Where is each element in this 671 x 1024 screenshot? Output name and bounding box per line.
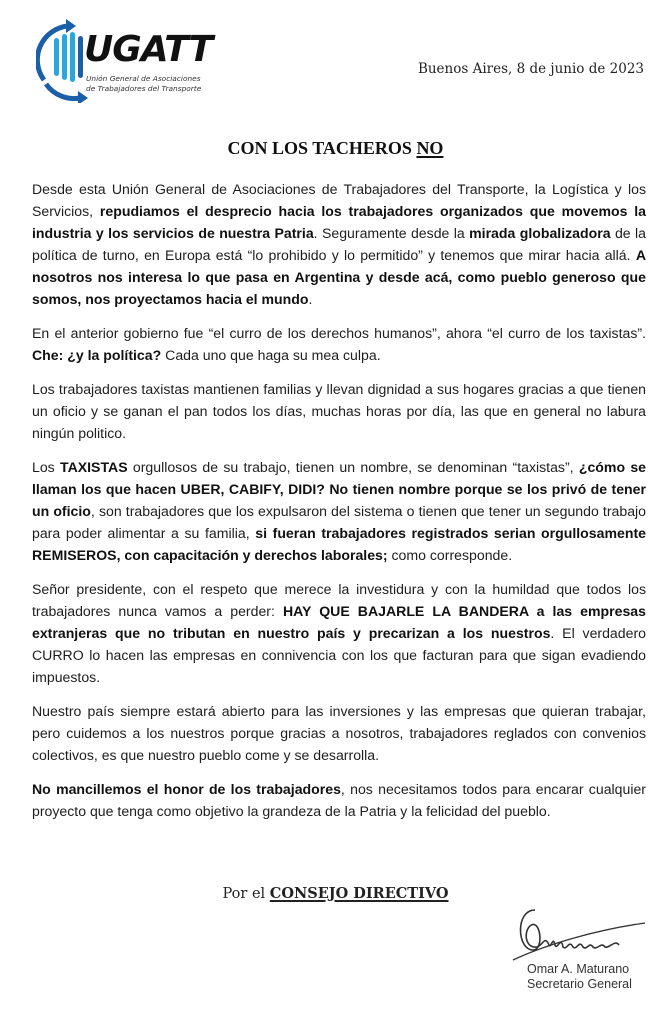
title-prefix: CON LOS TACHEROS (227, 138, 417, 158)
signer-block (527, 962, 632, 992)
text-run: . Seguramente desde la (313, 225, 470, 241)
text-run: , nos necesitamos todos para encarar cualquier proyecto que tenga como objetivo la grandeza de la Patria y la felicidad del pueblo. (32, 781, 647, 819)
text-run: Nuestro país siempre estará abierto para las inversiones y las empresas que quieran trabajar, pero cuidemos a los nuestros porque gracias a nosotros, trabajadores reglados con convenios colectivos, es que nuestro pueblo come y se desarrolla. (32, 703, 646, 763)
bold-text: si fueran trabajadores registrados serian orgullosamente REMISEROS, con capacitación y derechos laborales; (32, 525, 646, 563)
letter-date: Buenos Aires, 8 de junio de 2023 (417, 61, 644, 77)
text-run: Los trabajadores taxistas mantienen familias y llevan dignidad a sus hogares gracias a que tienen un oficio y se ganan el pan todos los días, muchas horas por día, las que en general no labura ningún politico. (32, 381, 646, 441)
closing-line (0, 885, 671, 902)
bold-text: No mancillemos el honor de los trabajadores (32, 781, 341, 797)
logo-subtitle-line1: Unión General de Asociaciones (86, 74, 201, 83)
body-paragraph (32, 578, 646, 688)
text-run: . El verdadero CURRO lo hacen las empresas en connivencia con los que facturan para que sigan evadiendo impuestos. (32, 625, 646, 685)
bold-text: mirada globalizadora (469, 225, 611, 241)
logo-wordmark: UGATT (84, 29, 213, 70)
closing-prefix: Por el (222, 886, 270, 902)
bold-text: A nosotros nos interesa lo que pasa en Argentina y desde acá, como pueblo generoso que somos, nos proyectamos hacia el mundo (32, 247, 646, 307)
body-paragraph (32, 778, 646, 822)
text-run: Señor presidente, con el respeto que merece la investidura y con la humildad que todos los trabajadores nunca vamos a perder: (32, 581, 646, 619)
logo-subtitle (86, 74, 201, 94)
signer-name: Omar A. Maturano (527, 962, 630, 976)
handwritten-signature-icon (505, 905, 655, 965)
text-run: orgullosos de su trabajo, tienen un nombre, se denominan “taxistas”, (127, 459, 579, 475)
logo-subtitle-line2: de Trabajadores del Transporte (86, 84, 202, 93)
bold-text: ¿cómo se llaman los que hacen UBER, CABIFY, DIDI? No tienen nombre porque se los privó de tener un oficio (32, 459, 647, 519)
body-paragraph (32, 178, 646, 310)
text-run: , son trabajadores que los expulsaron del sistema o tienen que tener un segundo trabajo para poder alimentar a su familia, (32, 503, 647, 541)
text-run: Los (32, 459, 60, 475)
text-run: Cada uno que haga su mea culpa. (161, 347, 381, 363)
body-paragraph (32, 322, 646, 366)
bold-text: HAY QUE BAJARLE LA BANDERA a las empresas extranjeras que no tributan en nuestro país y precarizan a los nuestros (32, 603, 646, 641)
letter-body (32, 178, 646, 834)
closing-underlined: CONSEJO DIRECTIVO (269, 885, 449, 902)
bold-text: TAXISTAS (60, 459, 128, 475)
bold-text: repudiamos el desprecio hacia los trabajadores organizados que movemos la industria y los servicios de nuestra Patria (32, 203, 646, 241)
text-run: Desde esta Unión General de Asociaciones de Trabajadores del Transporte, la Logística y los Servicios, (32, 181, 646, 219)
body-paragraph (32, 700, 646, 766)
text-run: . (308, 291, 313, 307)
text-run: En el anterior gobierno fue “el curro de los derechos humanos”, ahora “el curro de los taxistas”. (32, 325, 646, 341)
body-paragraph (32, 378, 646, 444)
ugatt-logo (36, 18, 211, 103)
title-underlined: NO (416, 138, 444, 158)
body-paragraph (32, 456, 646, 566)
text-run: como corresponde. (387, 547, 513, 563)
signer-role: Secretario General (527, 977, 632, 991)
text-run: de la política de turno, en Europa está “lo prohibido y lo permitido” y tenemos que mirar hacia allá. (32, 225, 646, 263)
bold-text: Che: ¿y la política? (32, 347, 162, 363)
letter-title (0, 138, 671, 159)
